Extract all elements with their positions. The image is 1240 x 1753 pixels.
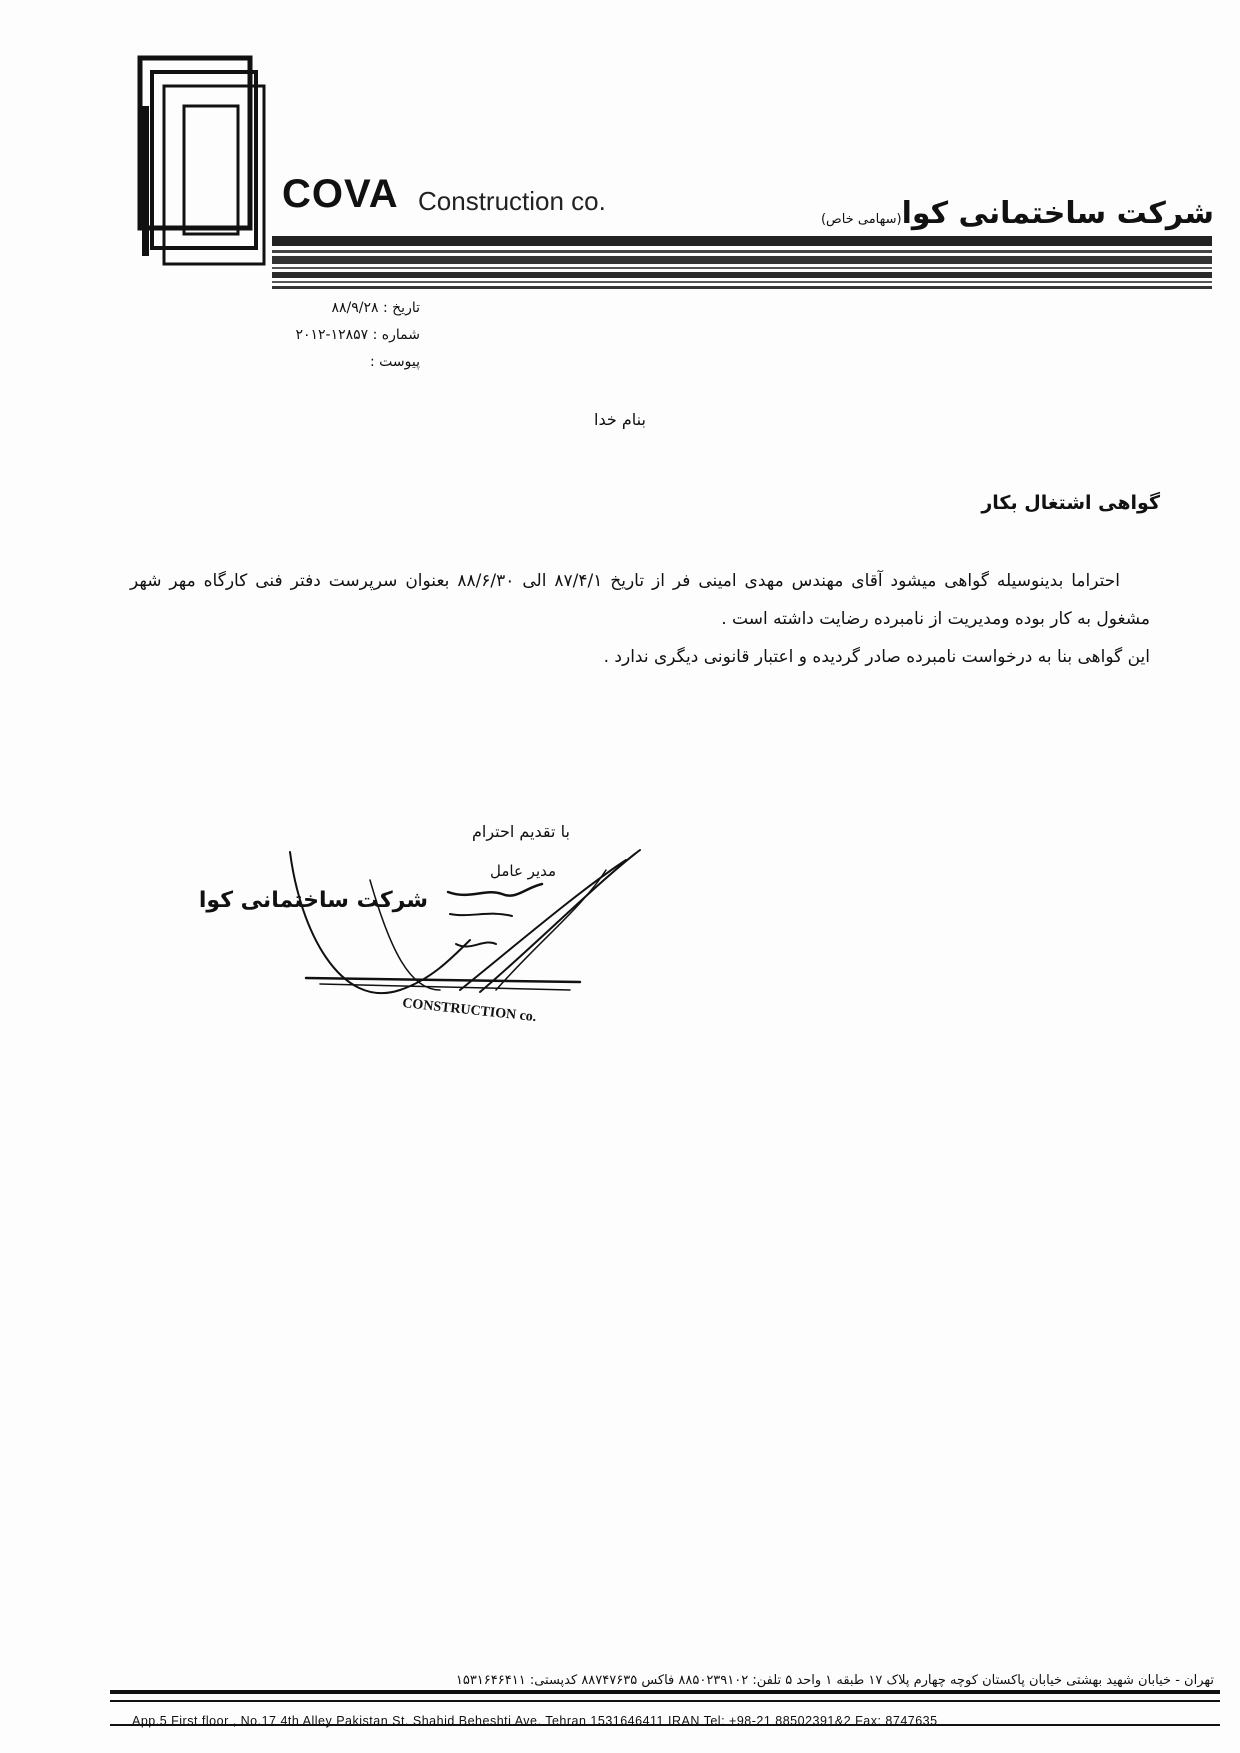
brand-legal-note: (سهامی خاص) [820,212,902,227]
basmala: بنام خدا [594,410,646,429]
cova-logo-icon [138,56,270,268]
body-paragraph: احتراما بدینوسیله گواهی میشود آقای مهندس مهدی امینی فر از تاریخ ۸۷/۴/۱ الی ۸۸/۶/۳۰ بعنوان سرپرست دفتر فنی کارگاه مهر شهر مشغول به کار بوده ومدیریت از نامبرده رضایت داشته است . [130,571,1150,629]
footer-address-en: App.5 First floor , No.17 4th Alley Pakistan St. Shahid Beheshti Ave. Tehran 1531646411 IRAN Tel: +98-21 88502391&2 Fax: 8747635 [132,1714,938,1728]
brand-name-fa [813,196,1214,231]
letter-attachment: پیوست : [370,354,420,370]
brand-name-en: COVA [282,172,399,216]
brand-name-fa-text: شرکت ساختمانی کوا [901,196,1214,231]
stamp-text-en: CONSTRUCTION co. [401,996,537,1026]
letter-number: شماره : ۱۲۸۵۷-۲۰۱۲ [295,327,420,343]
body-paragraph: این گواهی بنا به درخواست نامبرده صادر گردیده و اعتبار قانونی دیگری ندارد . [603,647,1150,667]
document-title: گواهی اشتغال بکار [981,492,1160,514]
brand-subtitle-en: Construction co. [418,186,606,216]
closing-phrase: با تقدیم احترام [472,822,570,841]
footer-address-fa: تهران - خیابان شهید بهشتی خیابان پاکستان کوچه چهارم پلاک ۱۷ طبقه ۱ واحد ۵ تلفن: ۸۸۵۰۲۳۹۱۰۲ فاکس ۸۸۷۴۷۶۳۵ کدپستی: ۱۵۳۱۶۴۶۴۱۱ [455,1673,1214,1688]
signatory-title: مدیر عامل [490,862,557,880]
letter-body [130,562,1150,676]
header-band [272,236,1212,290]
company-stamp-icon [198,840,720,1030]
stamp-text-fa: شرکت ساختمانی کوا [198,888,428,913]
letter-date: تاریخ : ۸۸/۹/۲۸ [331,300,420,316]
